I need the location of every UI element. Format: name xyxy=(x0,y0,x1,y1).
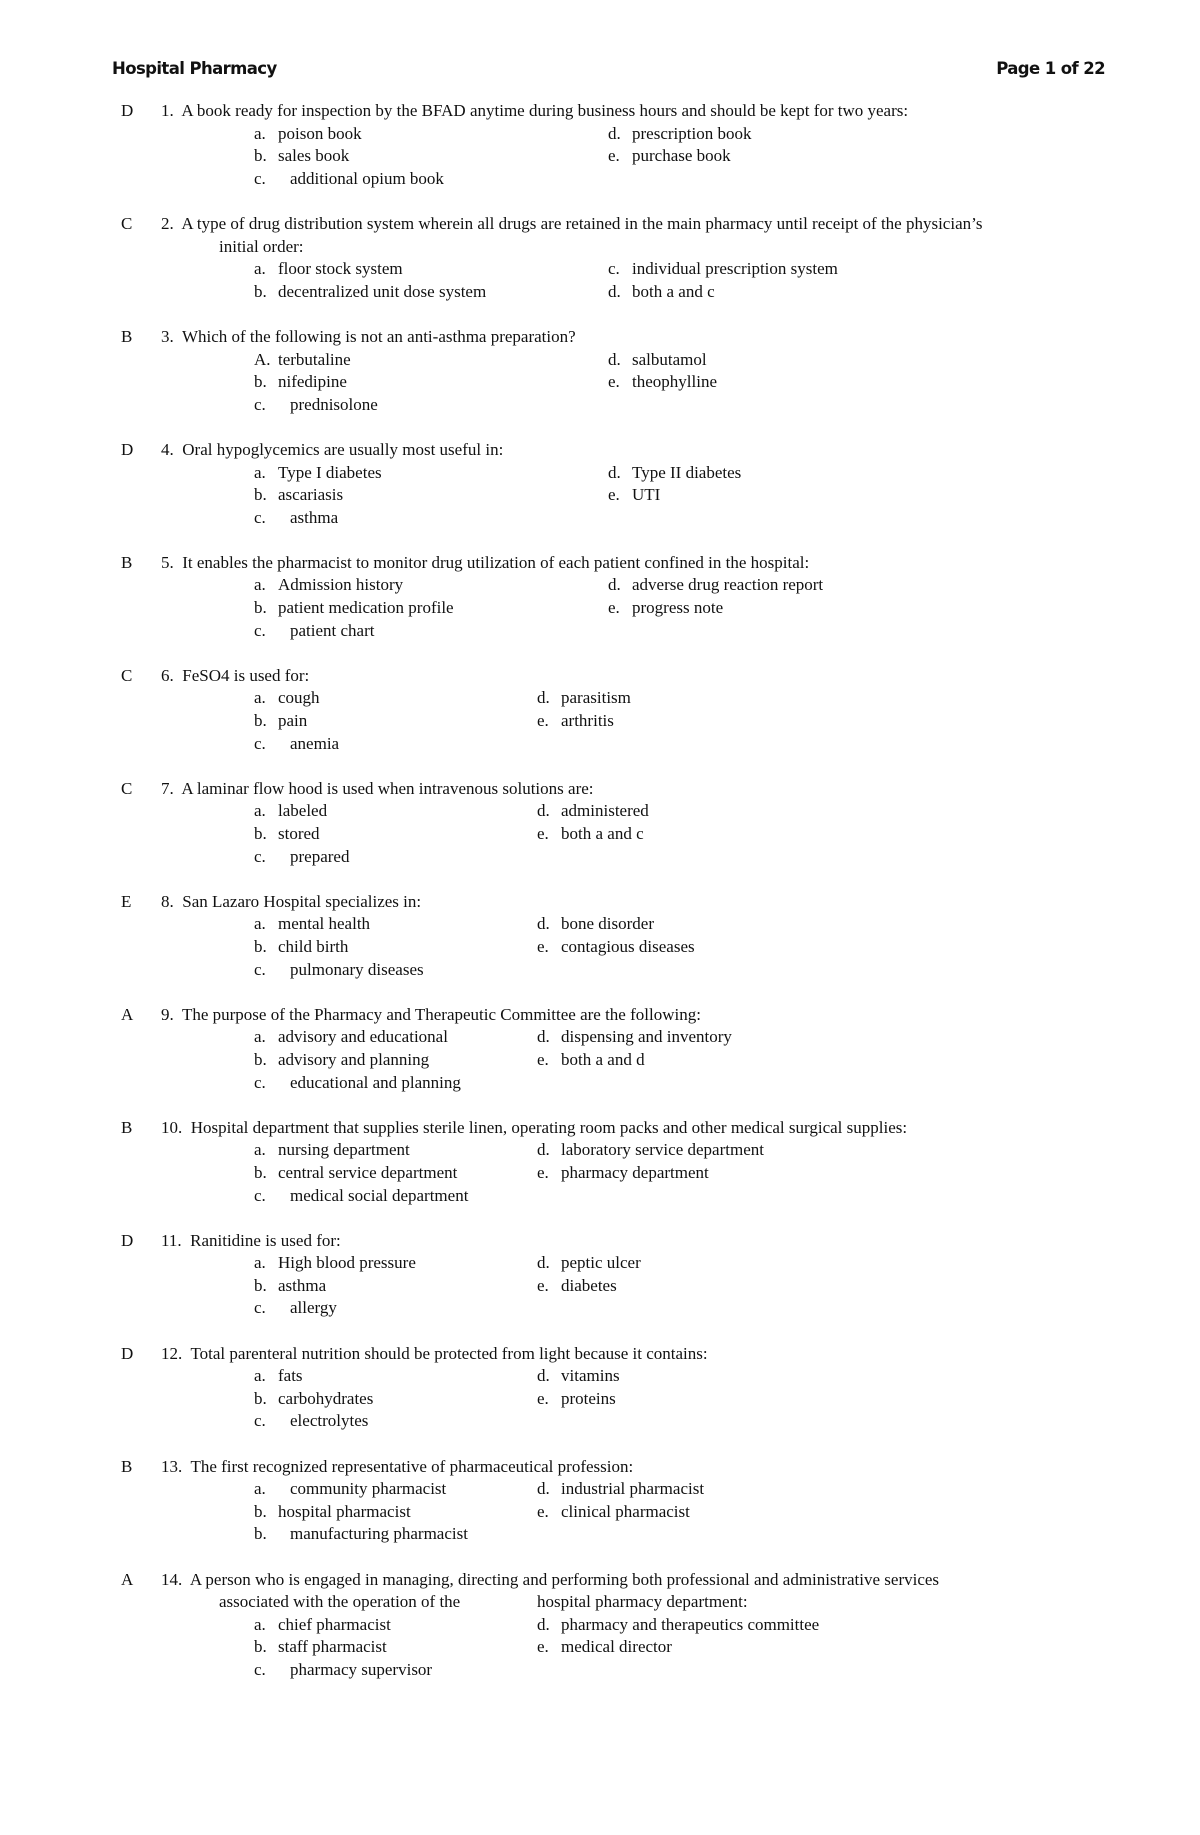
option-e: e. theophylline xyxy=(608,372,717,392)
option-c: c. medical social department xyxy=(254,1185,469,1205)
question-number: 2. xyxy=(161,213,174,233)
answer-key: C xyxy=(121,213,133,233)
option-e: e. purchase book xyxy=(608,146,731,166)
answer-key: C xyxy=(121,778,133,798)
option-d: d. prescription book xyxy=(608,123,752,143)
option-c: c. prednisolone xyxy=(254,394,378,414)
option-e: e. medical director xyxy=(537,1637,672,1657)
option-d: d. peptic ulcer xyxy=(537,1253,641,1273)
question-4 xyxy=(0,439,1200,529)
answer-key: E xyxy=(121,891,132,911)
option-e: e. both a and d xyxy=(537,1049,645,1069)
option-e: e. UTI xyxy=(608,485,661,505)
question-8 xyxy=(0,891,1200,981)
option-e: e. arthritis xyxy=(537,711,614,731)
option-e: e. contagious diseases xyxy=(537,936,695,956)
question-7 xyxy=(0,778,1200,868)
option-b: b. stored xyxy=(254,824,320,843)
option-a: a. nursing department xyxy=(254,1140,410,1160)
option-d: d. laboratory service department xyxy=(537,1140,764,1160)
option-c: c. electrolytes xyxy=(254,1411,369,1431)
option-b: b. staff pharmacist xyxy=(254,1637,387,1657)
option-e: e. pharmacy department xyxy=(537,1162,709,1182)
option-b: b. central service department xyxy=(254,1162,458,1182)
answer-key: D xyxy=(121,439,134,459)
answer-key: A xyxy=(121,1569,134,1589)
question-number: 1. xyxy=(161,101,174,120)
question-2 xyxy=(0,213,1200,303)
option-d: d. bone disorder xyxy=(537,914,655,934)
option-b: b. asthma xyxy=(254,1275,327,1295)
question-number: 4. xyxy=(161,439,174,459)
question-text: A book ready for inspection by the BFAD anytime during business hours and should be kept for two years: xyxy=(181,101,909,120)
option-d: d. parasitism xyxy=(537,688,631,708)
question-number: 6. xyxy=(161,665,174,685)
option-b: b. hospital pharmacist xyxy=(254,1501,411,1521)
option-a: a. Type I diabetes xyxy=(254,462,382,482)
question-number: 10. xyxy=(161,1117,183,1137)
option-c: c. pulmonary diseases xyxy=(254,959,424,979)
option-d: d. dispensing and inventory xyxy=(537,1027,732,1047)
answer-key: B xyxy=(121,1117,133,1137)
question-number: 7. xyxy=(161,778,174,798)
option-c: c. individual prescription system xyxy=(608,259,838,279)
question-number: 5. xyxy=(161,552,174,572)
answer-key: B xyxy=(121,326,133,346)
answer-key: C xyxy=(121,665,133,685)
page-number: Page 1 of 22 xyxy=(996,59,1105,78)
question-text: Oral hypoglycemics are usually most useful in: xyxy=(182,439,504,459)
answer-key: A xyxy=(121,1004,134,1024)
question-10 xyxy=(0,1117,1200,1207)
option-a: A. terbutaline xyxy=(254,349,351,369)
option-b: b. patient medication profile xyxy=(254,598,454,618)
answer-key: B xyxy=(121,552,133,572)
option-b: b. sales book xyxy=(254,146,350,166)
option-d: d. pharmacy and therapeutics committee xyxy=(537,1614,820,1634)
question-text: The first recognized representative of pharmaceutical profession: xyxy=(190,1456,634,1476)
question-text: A laminar flow hood is used when intravenous solutions are: xyxy=(181,778,594,798)
option-b: b. carbohydrates xyxy=(254,1388,374,1408)
option-d: d. industrial pharmacist xyxy=(537,1479,705,1499)
option-b: b. advisory and planning xyxy=(254,1049,430,1069)
question-text-continued: associated with the operation of the xyxy=(219,1592,461,1612)
question-number: 13. xyxy=(161,1456,183,1476)
question-13 xyxy=(0,1456,1200,1546)
answer-key: D xyxy=(121,101,134,120)
option-e: e. clinical pharmacist xyxy=(537,1501,690,1521)
question-number: 11. xyxy=(161,1230,182,1250)
answer-key: B xyxy=(121,1456,133,1476)
option-c: c. asthma xyxy=(254,507,339,527)
option-a: a. advisory and educational xyxy=(254,1027,448,1047)
option-e: e. proteins xyxy=(537,1388,616,1408)
option-a: a. chief pharmacist xyxy=(254,1614,391,1634)
option-a: a. High blood pressure xyxy=(254,1253,416,1273)
question-text-continued: initial order: xyxy=(219,236,304,256)
option-c: c. anemia xyxy=(254,733,340,753)
option-c: c. additional opium book xyxy=(254,168,444,188)
question-number: 12. xyxy=(161,1343,183,1363)
option-b: b. ascariasis xyxy=(254,485,344,505)
question-9 xyxy=(0,1004,1200,1094)
option-c: c. prepared xyxy=(254,846,350,866)
question-text: A person who is engaged in managing, directing and performing both professional and administrative services xyxy=(189,1569,940,1589)
option-d: d. adverse drug reaction report xyxy=(608,575,824,595)
answer-key: D xyxy=(121,1230,134,1250)
option-d: d. both a and c xyxy=(608,281,715,301)
option-d: d. vitamins xyxy=(537,1366,620,1386)
question-3 xyxy=(0,326,1200,416)
option-a: a. fats xyxy=(254,1366,303,1386)
option-e: e. progress note xyxy=(608,598,724,618)
question-number: 8. xyxy=(161,891,174,911)
answer-key: D xyxy=(121,1343,134,1363)
document-title: Hospital Pharmacy xyxy=(112,59,277,78)
option-a: a. cough xyxy=(254,688,320,708)
question-number: 14. xyxy=(161,1569,183,1589)
option-e: e. both a and c xyxy=(537,824,644,843)
option-a: a. labeled xyxy=(254,801,328,821)
option-c: c. allergy xyxy=(254,1298,337,1318)
option-a: a. poison book xyxy=(254,123,362,143)
question-text-continued-right: hospital pharmacy department: xyxy=(537,1592,748,1612)
option-b: b. decentralized unit dose system xyxy=(254,281,487,301)
question-text: It enables the pharmacist to monitor drug utilization of each patient confined in the hospital: xyxy=(182,552,810,572)
option-b-second: b. manufacturing pharmacist xyxy=(254,1524,468,1544)
question-text: Hospital department that supplies sterile linen, operating room packs and other medical surgical supplies: xyxy=(190,1117,908,1137)
question-12 xyxy=(0,1343,1200,1433)
question-text: Which of the following is not an anti-asthma preparation? xyxy=(181,326,576,346)
question-1 xyxy=(0,100,1200,190)
question-text: A type of drug distribution system wherein all drugs are retained in the main pharmacy until receipt of the physician’s xyxy=(181,213,983,233)
option-c: c. educational and planning xyxy=(254,1072,461,1092)
option-b: b. pain xyxy=(254,711,308,731)
question-text: The purpose of the Pharmacy and Therapeutic Committee are the following: xyxy=(181,1004,701,1024)
question-14 xyxy=(0,1569,1200,1682)
option-d: d. salbutamol xyxy=(608,349,707,369)
question-number: 3. xyxy=(161,326,174,346)
option-a: a. floor stock system xyxy=(254,259,403,279)
question-text: Total parenteral nutrition should be protected from light because it contains: xyxy=(190,1343,708,1363)
question-11 xyxy=(0,1230,1200,1320)
question-list xyxy=(0,100,1200,1704)
question-text: San Lazaro Hospital specializes in: xyxy=(182,891,422,911)
option-d: d. administered xyxy=(537,801,649,821)
question-6 xyxy=(0,665,1200,755)
question-number: 9. xyxy=(161,1004,174,1024)
option-e: e. diabetes xyxy=(537,1275,617,1295)
question-text: Ranitidine is used for: xyxy=(190,1230,341,1250)
option-c: c. patient chart xyxy=(254,620,375,640)
option-c: c. pharmacy supervisor xyxy=(254,1659,433,1679)
option-a: a. Admission history xyxy=(254,575,404,595)
option-d: d. Type II diabetes xyxy=(608,462,742,482)
option-a: a. mental health xyxy=(254,914,371,934)
option-b: b. child birth xyxy=(254,936,349,956)
option-a: a. community pharmacist xyxy=(254,1479,447,1499)
question-text: FeSO4 is used for: xyxy=(182,665,310,685)
question-5 xyxy=(0,552,1200,642)
option-b: b. nifedipine xyxy=(254,372,347,392)
